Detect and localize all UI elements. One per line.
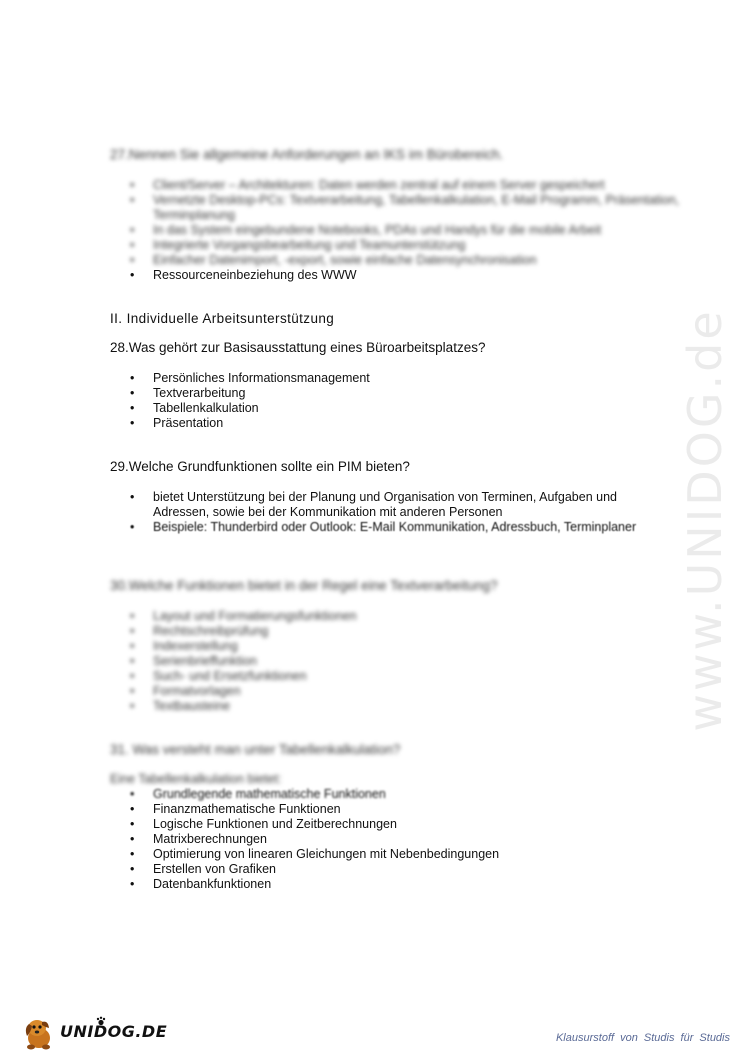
list-item: • Layout und Formatierungsfunktionen bbox=[130, 609, 690, 624]
list-item: • Präsentation bbox=[130, 416, 690, 431]
list-item: • Tabellenkalkulation bbox=[130, 401, 690, 416]
list-item: • Logische Funktionen und Zeitberechnungen bbox=[130, 817, 690, 832]
list-item: • Rechtschreibprüfung bbox=[130, 624, 690, 639]
list-item: • Persönliches Informationsmanagement bbox=[130, 371, 690, 386]
question-30-title: 30.Welche Funktionen bietet in der Regel eine Textverarbeitung? bbox=[110, 578, 498, 593]
question-27-list bbox=[130, 178, 690, 283]
list-item: • Indexerstellung bbox=[130, 639, 690, 654]
list-item: • Textverarbeitung bbox=[130, 386, 690, 401]
list-item: • Matrixberechnungen bbox=[130, 832, 690, 847]
question-31-intro: Eine Tabellenkalkulation bietet: bbox=[110, 772, 282, 786]
question-28-list bbox=[130, 371, 690, 431]
list-item: • Beispiele: Thunderbird oder Outlook: E-Mail Kommunikation, Adressbuch, Terminplaner bbox=[130, 520, 660, 535]
logo-text: UNIDOG.DE bbox=[60, 1022, 168, 1041]
list-item: • Textbausteine bbox=[130, 699, 690, 714]
list-item: • bietet Unterstützung bei der Planung und Organisation von Terminen, Aufgaben und Adressen, sowie bei der Kommunikation mit anderen Personen bbox=[130, 490, 660, 520]
section-heading: II. Individuelle Arbeitsunterstützung bbox=[110, 311, 335, 326]
question-31-list bbox=[130, 787, 690, 892]
question-29-list bbox=[130, 490, 660, 535]
question-29-title: 29.Welche Grundfunktionen sollte ein PIM bieten? bbox=[110, 459, 410, 474]
list-item: • Optimierung von linearen Gleichungen mit Nebenbedingungen bbox=[130, 847, 690, 862]
list-item: • Erstellen von Grafiken bbox=[130, 862, 690, 877]
footer-slogan: Klausurstoff von Studis für Studis bbox=[555, 1032, 730, 1044]
question-31-title: 31. Was versteht man unter Tabellenkalkulation? bbox=[110, 742, 401, 757]
list-item: • Such- und Ersetzfunktionen bbox=[130, 669, 690, 684]
question-27-title: 27.Nennen Sie allgemeine Anforderungen an IKS im Bürobereich. bbox=[110, 147, 504, 162]
list-item: • Serienbrieffunktion bbox=[130, 654, 690, 669]
list-item: • In das System eingebundene Notebooks, PDAs und Handys für die mobile Arbeit bbox=[130, 223, 690, 238]
list-item: • Client/Server – Architekturen: Daten werden zentral auf einem Server gespeichert bbox=[130, 178, 690, 193]
document-page: www.UNIDOG.de 27.Nennen Sie allgemeine Anforderungen an IKS im Bürobereich. • Client/Server – Architekturen: Daten werden zentral auf einem Server gespeichert • Vernetzte Desktop-PCs: Textverarbeitung, Tabellenkalkulation, E-Mail Programm, Präsentation, Terminplanung • In das System eingebundene Notebooks, PDAs und Handys für die mobile Arbeit • Integrierte Vorgangsbearbeitung und Teamunterstützung • Einfacher Datenimport, -export, sowie einfache Datensynchronisation • Ressourceneinbeziehung des WWW II. Individuelle Arbeitsunterstützung 28.Was gehört zur Basisausstattung eines Büroarbeitsplatzes? • Persönliches Informationsmanagement • Textverarbeitung • Tabellenkalkulation • Präsentation 29.Welche Grundfunktionen sollte ein PIM bieten? • bietet Unterstützung bei der Planung und Organisation von Terminen, Aufgaben und Adressen, sowie bei der Kommunikation mit anderen Personen • Beispiele: Thunderbird oder Outlook: E-Mail Kommunikation, Adressbuch, Terminplaner 30.Welche Funktionen bietet in der Regel eine Textverarbeitung? • Layout und Formatierungsfunktionen • Rechtschreibprüfung • Indexerstellung • Serienbrieffunktion • Such- und Ersetzfunktionen • Formatvorlagen • Textbausteine 31. Was versteht man unter Tabellenkalkulation? Eine Tabellenkalkulation bietet: • Grundlegende mathematische Funktionen • Finanzmathematische Funktionen • Logische Funktionen und Zeitberechnungen • Matrixberechnungen • Optimierung von linearen Gleichungen mit Nebenbedingungen • Erstellen von Grafiken • Datenbankfunktionen UNIDOG.DE Klausurstoff von Studis für Studis bbox=[0, 0, 750, 1060]
list-item: • Grundlegende mathematische Funktionen bbox=[130, 787, 690, 802]
list-item: • Integrierte Vorgangsbearbeitung und Teamunterstützung bbox=[130, 238, 690, 253]
list-item: • Formatvorlagen bbox=[130, 684, 690, 699]
list-item: • Datenbankfunktionen bbox=[130, 877, 690, 892]
question-30-list bbox=[130, 609, 690, 714]
dog-icon bbox=[22, 1016, 60, 1052]
question-28-title: 28.Was gehört zur Basisausstattung eines Büroarbeitsplatzes? bbox=[110, 340, 486, 355]
unidog-logo bbox=[22, 1016, 182, 1052]
list-item: • Vernetzte Desktop-PCs: Textverarbeitung, Tabellenkalkulation, E-Mail Programm, Präsentation, Terminplanung bbox=[130, 193, 690, 223]
list-item: • Einfacher Datenimport, -export, sowie einfache Datensynchronisation bbox=[130, 253, 690, 268]
list-item: • Finanzmathematische Funktionen bbox=[130, 802, 690, 817]
list-item: • Ressourceneinbeziehung des WWW bbox=[130, 268, 690, 283]
